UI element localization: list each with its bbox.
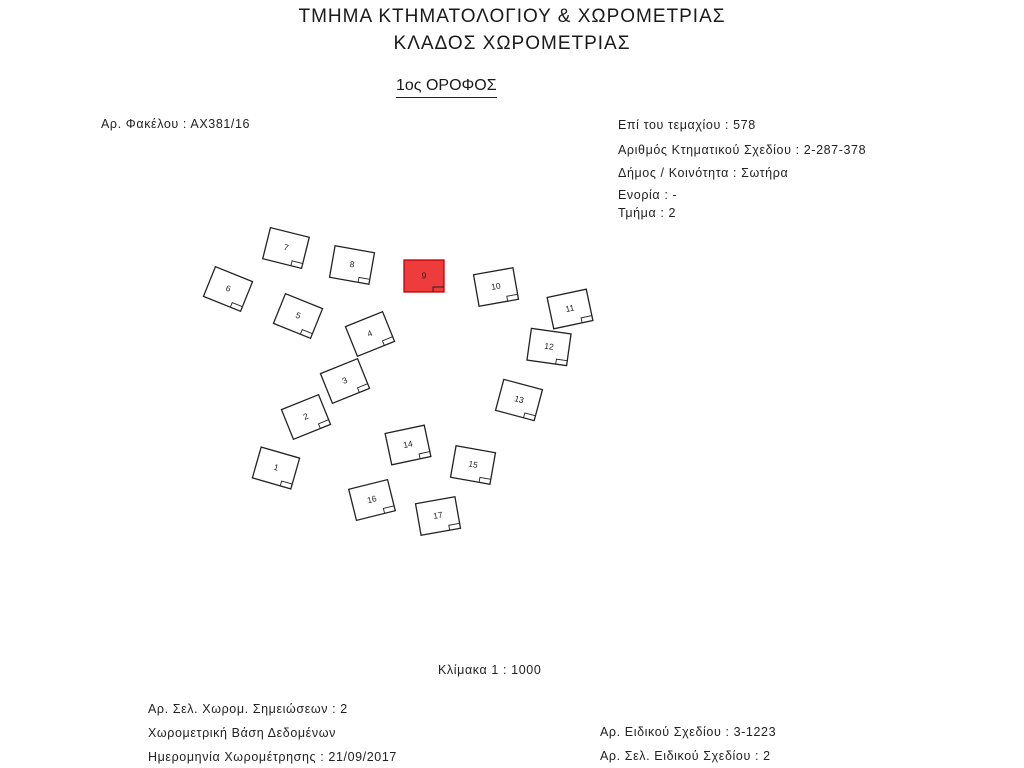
unit-10 [474,268,519,306]
unit-11 [547,289,593,329]
municipality: Δήμος / Κοινότητα : Σωτήρα [618,166,789,180]
unit-number: 4 [365,327,374,339]
unit-12 [527,328,571,365]
unit-number: 12 [543,340,555,352]
survey-date: Ημερομηνία Χωρομέτρησης : 21/09/2017 [148,750,397,764]
special-plan-number: Αρ. Ειδικού Σχεδίου : 3-1223 [600,725,777,739]
unit-4 [345,312,394,357]
unit-6 [203,267,252,312]
floor-title: 1ος ΟΡΟΦΟΣ [396,77,497,98]
survey-database: Χωρομετρική Βάση Δεδομένων [148,726,336,740]
unit-3 [320,359,369,404]
branch-title: ΚΛΑΔΟΣ ΧΩΡΟΜΕΤΡΙΑΣ [393,33,631,54]
special-plan-pages: Αρ. Σελ. Ειδικού Σχεδίου : 2 [600,749,771,763]
unit-number: 17 [432,509,444,522]
unit-number: 8 [348,258,356,270]
department-title: ΤΜΗΜΑ ΚΤΗΜΑΤΟΛΟΓΙΟΥ & ΧΩΡΟΜΕΤΡΙΑΣ [298,6,726,27]
unit-1 [252,447,299,489]
unit-number: 13 [513,393,526,406]
parish: Ενορία : - [618,188,678,202]
unit-number: 3 [340,374,349,386]
unit-17 [416,497,461,535]
unit-number: 5 [294,309,303,321]
unit-number: 9 [421,270,427,281]
unit-number: 10 [490,280,502,293]
unit-8 [330,246,375,284]
unit-7 [263,228,310,269]
unit-13 [496,379,543,420]
parcel-number: Επί του τεμαχίου : 578 [618,118,756,132]
unit-number: 15 [467,458,479,471]
unit-16 [349,480,396,521]
unit-number: 1 [272,461,280,473]
unit-2 [281,395,330,440]
unit-number: 16 [366,493,378,506]
unit-5 [273,294,322,339]
file-number: Αρ. Φακέλου : ΑΧ381/16 [101,117,251,131]
cadastral-plan-number: Αριθμός Κτηματικού Σχεδίου : 2-287-378 [618,143,867,157]
unit-9 [404,260,444,292]
unit-14 [385,425,431,465]
section: Τμήμα : 2 [618,206,677,220]
unit-number: 2 [301,410,310,422]
unit-15 [451,446,496,484]
unit-number: 6 [224,282,233,294]
unit-number: 11 [564,302,576,315]
unit-number: 14 [402,438,414,451]
scale: Κλίμακα 1 : 1000 [438,663,542,677]
survey-notes-pages: Αρ. Σελ. Χωρομ. Σημειώσεων : 2 [148,702,348,716]
unit-number: 7 [282,241,290,253]
